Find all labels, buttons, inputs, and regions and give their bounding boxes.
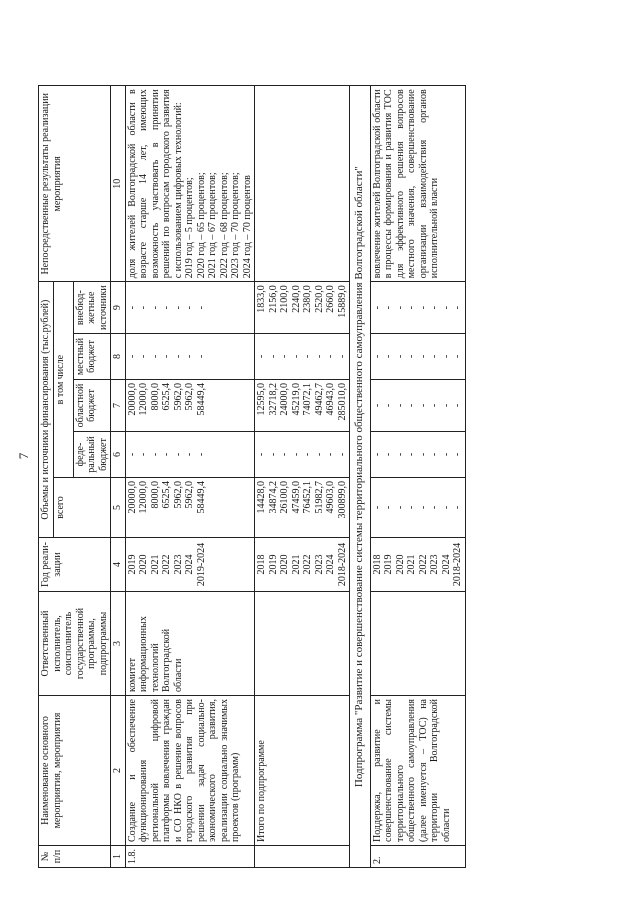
list-value: -	[184, 452, 195, 457]
list-value: 2018	[371, 554, 383, 575]
local-list	[255, 334, 350, 380]
local-list	[125, 334, 255, 380]
column-number-row	[111, 86, 126, 868]
list-value: 47459,0	[290, 481, 302, 514]
list-value: -	[161, 452, 172, 457]
list-value: -	[149, 452, 161, 457]
list-value: 5962,0	[184, 383, 195, 411]
list-value: -	[429, 354, 440, 359]
list-value: -	[452, 452, 463, 457]
list-value: -	[452, 505, 463, 510]
list-value: -	[336, 452, 348, 457]
header-regional: областной бюджет	[73, 380, 111, 432]
list-value: -	[383, 505, 394, 510]
col-number: 8	[111, 334, 126, 380]
list-value: -	[383, 354, 394, 359]
rotated-landscape-sheet	[10, 16, 630, 896]
regional-list	[370, 380, 465, 432]
list-value: -	[279, 452, 290, 457]
list-value: 2024	[184, 554, 195, 575]
list-value: -	[302, 354, 313, 359]
years-list	[255, 538, 350, 592]
col-number: 6	[111, 432, 126, 478]
list-value: -	[195, 452, 207, 457]
header-name: Наименование основного мероприятия, мероприятия	[39, 696, 111, 846]
list-value: -	[126, 452, 138, 457]
list-value: -	[195, 354, 207, 359]
list-value: 2021	[290, 554, 302, 575]
list-value: -	[406, 354, 417, 359]
subprogram-row	[350, 86, 371, 868]
col-number: 10	[111, 86, 126, 282]
executor: комитет информационных технологий Волгоградской области	[125, 592, 255, 696]
header-year: Год реали-зации	[39, 538, 111, 592]
list-value: -	[406, 403, 417, 408]
list-value: 45219,0	[290, 383, 302, 416]
list-value: 2023	[429, 554, 440, 575]
list-value: 2020 год – 65 процентов;	[195, 172, 207, 279]
list-value: 51982,7	[313, 481, 325, 514]
list-value: -	[429, 305, 440, 310]
extra-list	[125, 282, 255, 334]
list-value: 2020	[394, 554, 406, 575]
list-value: 2024 год – 70 процентов	[241, 175, 253, 279]
list-value: 74072,1	[302, 383, 313, 416]
list-value: 12000,0	[138, 481, 149, 514]
list-value: 2100,0	[279, 285, 290, 313]
federal-list	[125, 432, 255, 478]
list-value: -	[440, 354, 452, 359]
list-value: 2018-2024	[336, 542, 348, 587]
list-value: -	[371, 505, 383, 510]
extra-list	[370, 282, 465, 334]
list-value: -	[195, 305, 207, 310]
list-value: -	[394, 305, 406, 310]
row-number: 1.8.	[125, 846, 255, 868]
list-value: -	[394, 505, 406, 510]
list-value: -	[383, 452, 394, 457]
list-value: -	[172, 452, 184, 457]
list-value: -	[452, 354, 463, 359]
list-value: 58449,4	[195, 383, 207, 416]
list-value: 8000,0	[149, 481, 161, 509]
list-value: -	[429, 505, 440, 510]
list-value: 2019	[267, 554, 279, 575]
list-value: -	[417, 505, 429, 510]
list-value: -	[440, 505, 452, 510]
list-value: 5962,0	[172, 383, 184, 411]
list-value: 20000,0	[126, 481, 138, 514]
list-value: -	[325, 354, 336, 359]
header-including: в том числе	[53, 282, 73, 478]
list-value: 2023	[313, 554, 325, 575]
list-value: -	[290, 452, 302, 457]
list-value: 12595,0	[256, 383, 267, 416]
list-value: 2019	[126, 554, 138, 575]
col-number: 1	[111, 846, 126, 868]
list-value: -	[406, 305, 417, 310]
header-extra: внебюд-жетные источники	[73, 282, 111, 334]
list-value: -	[440, 403, 452, 408]
list-value: -	[394, 452, 406, 457]
table-row-1-8	[125, 86, 255, 868]
col-number: 2	[111, 696, 126, 846]
list-value: 76452,1	[302, 481, 313, 514]
result-cell	[125, 86, 255, 282]
list-value: -	[256, 452, 267, 457]
list-value: -	[417, 452, 429, 457]
years-list	[125, 538, 255, 592]
list-value: -	[149, 305, 161, 310]
list-value: -	[452, 305, 463, 310]
list-value: -	[371, 403, 383, 408]
col-number: 7	[111, 380, 126, 432]
page-number: 7	[16, 452, 31, 460]
header-financing: Объемы и источники финансирования (тыс.рублей)	[39, 282, 54, 538]
list-value: -	[149, 354, 161, 359]
list-value: 26100,0	[279, 481, 290, 514]
list-value: 2021	[406, 554, 417, 575]
list-value: 32718,2	[267, 383, 279, 416]
row-number: 2.	[370, 846, 465, 868]
list-value: -	[371, 305, 383, 310]
header-local: местный бюджет	[73, 334, 111, 380]
list-value: 2022 год – 68 процентов;	[218, 172, 230, 279]
list-value: -	[429, 452, 440, 457]
list-value: 5962,0	[172, 481, 184, 509]
total-list	[255, 478, 350, 538]
header-row-1	[39, 86, 54, 868]
list-value: 6525,4	[161, 383, 172, 411]
list-value: 2019-2024	[195, 542, 207, 587]
list-value: -	[161, 305, 172, 310]
col-number: 5	[111, 478, 126, 538]
list-value: -	[313, 354, 325, 359]
list-value: -	[406, 505, 417, 510]
list-value: -	[256, 354, 267, 359]
total-list	[125, 478, 255, 538]
list-value: -	[267, 354, 279, 359]
financing-table	[38, 85, 466, 868]
result-lines	[184, 89, 253, 278]
list-value: -	[184, 305, 195, 310]
list-value: 2021	[149, 554, 161, 575]
list-value: 2018-2024	[452, 542, 463, 587]
list-value: 46943,0	[325, 383, 336, 416]
list-value: 2022	[302, 554, 313, 575]
list-value: 20000,0	[126, 383, 138, 416]
col-number: 4	[111, 538, 126, 592]
list-value: -	[184, 354, 195, 359]
list-value: 2023	[172, 554, 184, 575]
list-value: 2018	[256, 554, 267, 575]
list-value: -	[371, 354, 383, 359]
list-value: -	[267, 452, 279, 457]
list-value: -	[452, 403, 463, 408]
list-value: -	[394, 403, 406, 408]
list-value: -	[440, 452, 452, 457]
table-row-total	[255, 86, 350, 868]
extra-list	[255, 282, 350, 334]
header-executor: Ответственный исполнитель, соисполнитель государственной программы, подпрограммы	[39, 592, 111, 696]
list-value: 24000,0	[279, 383, 290, 416]
list-value: 2019 год – 5 процентов;	[184, 177, 195, 279]
list-value: -	[138, 305, 149, 310]
list-value: -	[161, 354, 172, 359]
regional-list	[125, 380, 255, 432]
list-value: -	[394, 354, 406, 359]
list-value: 1833,0	[256, 285, 267, 313]
table-row-2	[370, 86, 465, 868]
subprogram-title: Подпрограмма "Развитие и совершенствование системы территориального общественного самоуправления Волгоградской области"	[350, 86, 371, 868]
local-list	[370, 334, 465, 380]
list-value: 49462,7	[313, 383, 325, 416]
total-list	[370, 478, 465, 538]
list-value: -	[429, 403, 440, 408]
result-intro: доля жителей Волгоградской области в возрасте старше 14 лет, имеющих возможность участвовать в принятии решений по вопросам городского развития с использованием цифровых технологий:	[126, 89, 184, 279]
federal-list	[255, 432, 350, 478]
list-value: 2240,0	[290, 285, 302, 313]
col-number: 3	[111, 592, 126, 696]
list-value: 2156,0	[267, 285, 279, 313]
list-value: 2022	[417, 554, 429, 575]
list-value: -	[172, 354, 184, 359]
list-value: 15889,0	[336, 285, 348, 318]
list-value: 2660,0	[325, 285, 336, 313]
list-value: -	[325, 452, 336, 457]
list-value: 2020	[138, 554, 149, 575]
list-value: -	[172, 305, 184, 310]
list-value: 5962,0	[184, 481, 195, 509]
list-value: 2024	[325, 554, 336, 575]
list-value: -	[126, 305, 138, 310]
list-value: -	[371, 452, 383, 457]
list-value: -	[383, 403, 394, 408]
years-list	[370, 538, 465, 592]
list-value: 2024	[440, 554, 452, 575]
list-value: 8000,0	[149, 383, 161, 411]
measure-name: Поддержка, развитие и совершенствование системы территориального общественного самоуправления (далее именуется – ТОС) на территории Волгоградской области	[370, 696, 465, 846]
list-value: -	[417, 305, 429, 310]
list-value: -	[417, 354, 429, 359]
list-value: -	[279, 354, 290, 359]
col-number: 9	[111, 282, 126, 334]
header-federal: феде-ральный бюджет	[73, 432, 111, 478]
list-value: -	[138, 354, 149, 359]
list-value: 49603,0	[325, 481, 336, 514]
list-value: 2022	[161, 554, 172, 575]
list-value: 12000,0	[138, 383, 149, 416]
header-num: № п/п	[39, 846, 111, 868]
list-value: -	[313, 452, 325, 457]
list-value: 58449,4	[195, 481, 207, 514]
measure-name: Создание и обеспечение функционирования региональной цифровой платформы вовлечения граждан и СО НКО в решение вопросов городского развития при решении задач социально-экономического развития, реализации социально значимых проектов (программ)	[125, 696, 255, 846]
list-value: -	[336, 354, 348, 359]
list-value: 2020	[279, 554, 290, 575]
list-value: 2380,0	[302, 285, 313, 313]
total-label: Итого по подпрограмме	[255, 696, 350, 846]
list-value: 34874,2	[267, 481, 279, 514]
list-value: 14428,0	[256, 481, 267, 514]
list-value: -	[290, 354, 302, 359]
header-result: Непосредственные результаты реализации мероприятия	[39, 86, 111, 282]
list-value: -	[440, 305, 452, 310]
list-value: 2520,0	[313, 285, 325, 313]
list-value: -	[383, 305, 394, 310]
federal-list	[370, 432, 465, 478]
list-value: -	[126, 354, 138, 359]
list-value: 2023 год – 70 процентов;	[230, 172, 241, 279]
regional-list	[255, 380, 350, 432]
list-value: -	[417, 403, 429, 408]
list-value: 285010,0	[336, 383, 348, 421]
list-value: 2021 год – 67 процентов;	[207, 172, 218, 279]
executor	[370, 592, 465, 696]
list-value: 6525,4	[161, 481, 172, 509]
header-total: всего	[53, 478, 111, 538]
list-value: 2019	[383, 554, 394, 575]
list-value: 300899,0	[336, 481, 348, 519]
list-value: -	[406, 452, 417, 457]
result-cell: вовлечение жителей Волгоградской области в процессы формирования и развития ТОС для эффективного решения вопросов местного значения, совершенствование организации взаимодействия органов исполнительной власти	[370, 86, 465, 282]
list-value: -	[302, 452, 313, 457]
list-value: -	[138, 452, 149, 457]
